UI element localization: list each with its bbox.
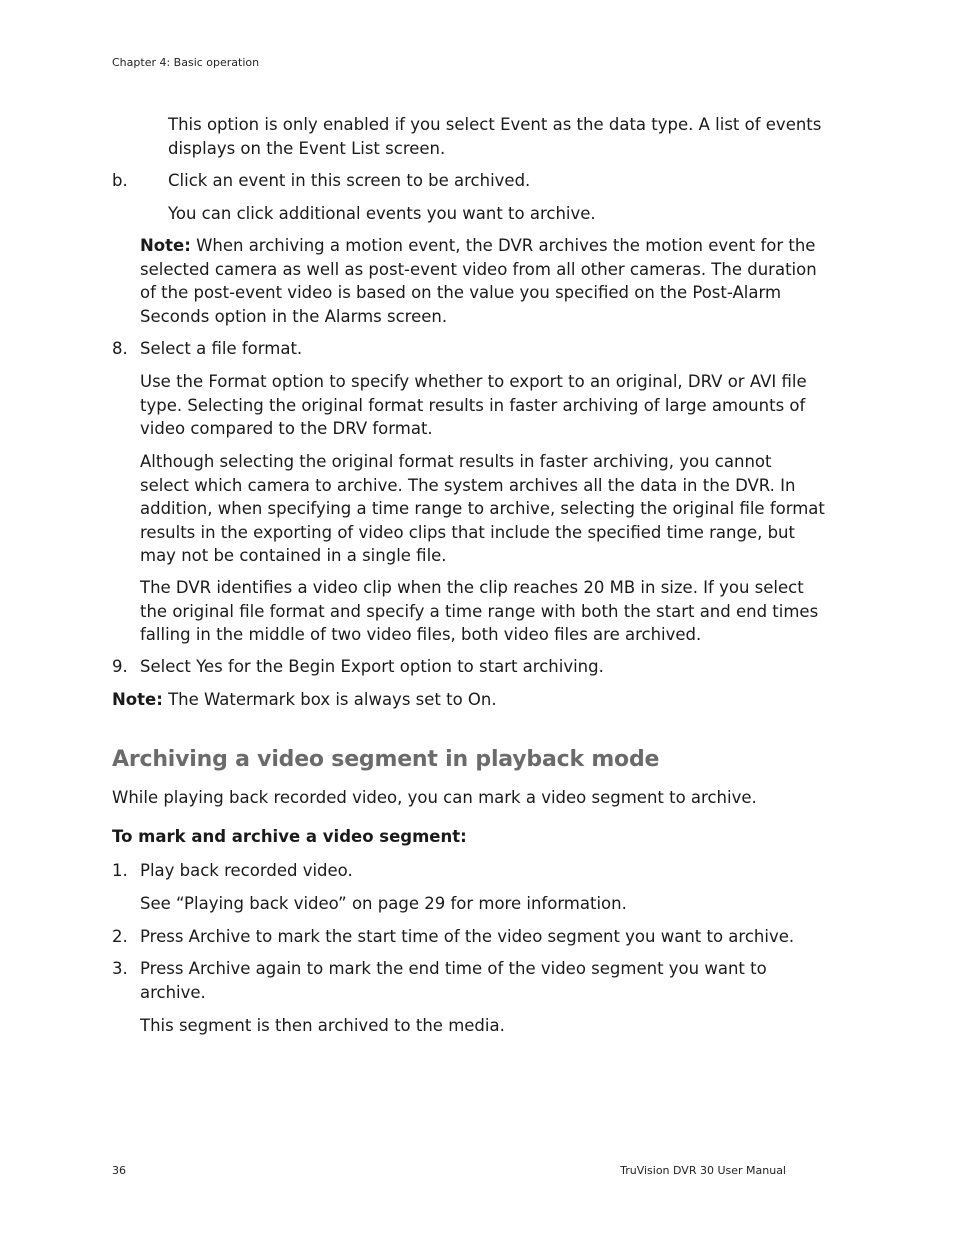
paragraph-additional-events: You can click additional events you want to archive.	[168, 204, 596, 223]
text-line: may not be contained in a single file.	[140, 546, 447, 565]
note-label: Note:	[112, 690, 163, 709]
paragraph-intro: While playing back recorded video, you can mark a video segment to archive.	[112, 788, 757, 807]
text-line: When archiving a motion event, the DVR archives the motion event for the	[190, 236, 816, 255]
text-line: displays on the Event List screen.	[168, 138, 446, 158]
step-number: 3.	[112, 959, 128, 978]
step-3-text	[140, 957, 767, 1004]
text-line: video compared to the DRV format.	[140, 419, 433, 438]
text-line: This option is only enabled if you select Event as the data type. A list of events	[168, 115, 822, 134]
paragraph-format-option	[140, 370, 807, 441]
step-number: 1.	[112, 861, 128, 880]
text-line: Use the Format option to specify whether to export to an original, DRV or AVI file	[140, 372, 807, 391]
text-line: Press Archive again to mark the end time of the video segment you want to	[140, 959, 767, 978]
text-line: of the post-event video is based on the value you specified on the Post-Alarm	[140, 283, 782, 302]
text-line: Seconds option in the Alarms screen.	[140, 306, 448, 326]
note-motion-event	[140, 234, 817, 328]
text-line: selected camera as well as post-event video from all other cameras. The duration	[140, 259, 817, 279]
text-line: the original file format and specify a time range with both the start and end times	[140, 601, 819, 621]
step-9-text: Select Yes for the Begin Export option to start archiving.	[140, 657, 604, 676]
section-heading: Archiving a video segment in playback mode	[112, 747, 660, 772]
paragraph-segment-archived: This segment is then archived to the media.	[140, 1016, 505, 1035]
page-number: 36	[112, 1164, 126, 1177]
text-line: results in the exporting of video clips that include the specified time range, but	[140, 522, 795, 542]
step-number: 9.	[112, 657, 128, 676]
text-line: archive.	[140, 982, 206, 1002]
note-label: Note:	[140, 236, 191, 255]
text-line: Although selecting the original format results in faster archiving, you cannot	[140, 452, 772, 471]
note-watermark	[112, 688, 497, 712]
paragraph-event-option	[168, 113, 821, 160]
note-text: The Watermark box is always set to On.	[162, 690, 497, 709]
step-b-text: Click an event in this screen to be archived.	[168, 171, 531, 190]
text-line: The DVR identifies a video clip when the clip reaches 20 MB in size. If you select	[140, 578, 804, 597]
paragraph-original-format	[140, 450, 825, 568]
step-1-text: Play back recorded video.	[140, 861, 353, 880]
step-number: 2.	[112, 927, 128, 946]
procedure-lead: To mark and archive a video segment:	[112, 827, 467, 846]
cross-reference: See “Playing back video” on page 29 for more information.	[140, 894, 627, 913]
text-line: select which camera to archive. The system archives all the data in the DVR. In	[140, 475, 796, 495]
text-line: falling in the middle of two video files, both video files are archived.	[140, 625, 702, 644]
manual-title: TruVision DVR 30 User Manual	[620, 1164, 786, 1177]
step-number: 8.	[112, 339, 128, 358]
step-number: b.	[112, 171, 128, 190]
text-line: type. Selecting the original format results in faster archiving of large amounts of	[140, 395, 806, 415]
step-2-text: Press Archive to mark the start time of the video segment you want to archive.	[140, 927, 795, 946]
step-8-text: Select a file format.	[140, 339, 303, 358]
text-line: addition, when specifying a time range to archive, selecting the original file format	[140, 499, 825, 518]
running-header: Chapter 4: Basic operation	[112, 56, 260, 69]
paragraph-video-clip	[140, 576, 818, 647]
